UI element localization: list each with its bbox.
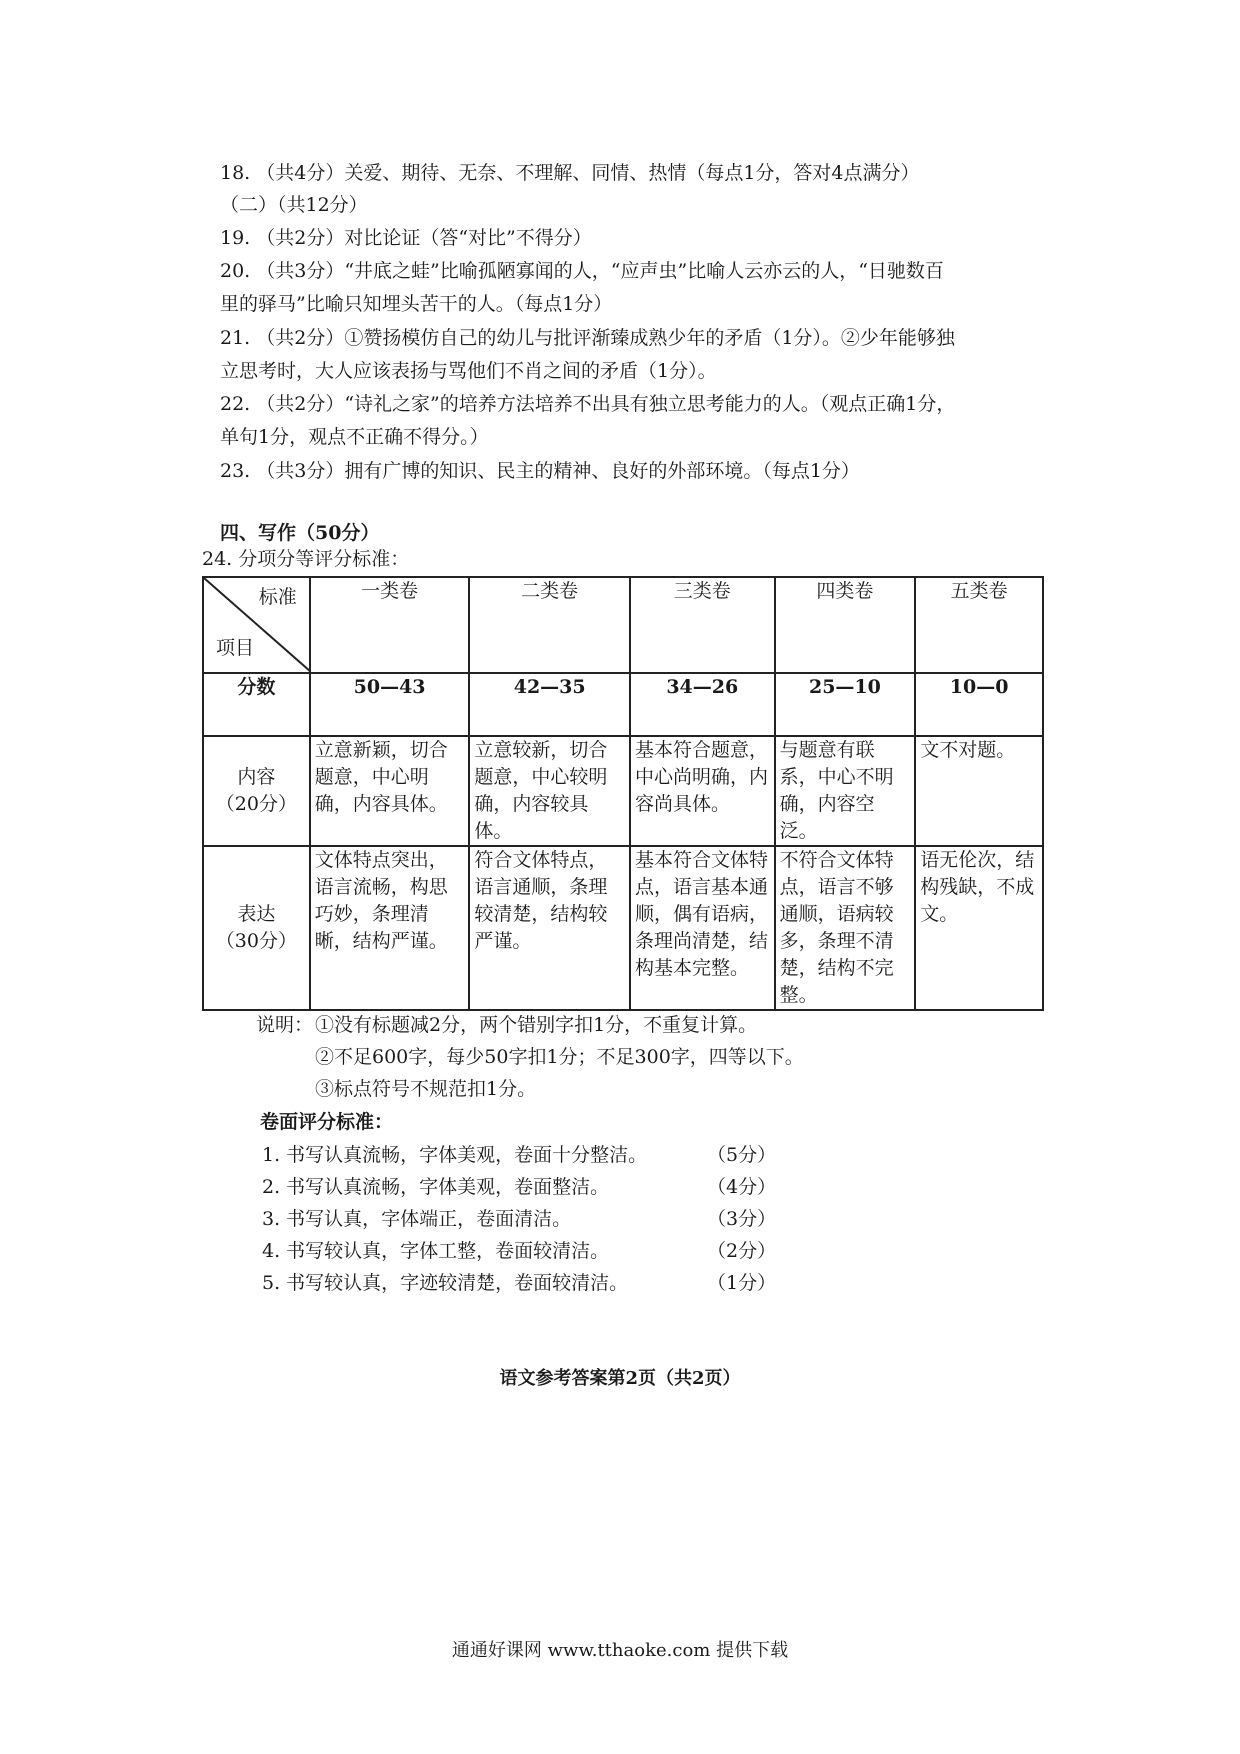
column-header: 一类卷: [310, 577, 470, 673]
score-cell: 25—10: [775, 673, 916, 736]
page-number-footer: 语文参考答案第2页（共2页）: [499, 1368, 741, 1389]
answer-line-21b: 立思考时，大人应该表扬与骂他们不肖之间的矛盾（1分）。: [220, 360, 717, 382]
row-label-expression-title: 表达: [237, 903, 276, 925]
rubric-item: 1. 书写认真流畅，字体美观，卷面十分整洁。: [262, 1144, 648, 1166]
rubric-item: 2. 书写认真流畅，字体美观，卷面整洁。: [262, 1176, 610, 1198]
column-header: 五类卷: [915, 577, 1043, 673]
expression-cell: 不符合文体特点，语言不够通顺，语病较多，条理不清楚，结构不完整。: [775, 846, 916, 1010]
rubric-item: 5. 书写较认真，字迹较清楚，卷面较清洁。: [262, 1272, 629, 1294]
answer-line-20a: 20. （共3分）“井底之蛙”比喻孤陋寡闻的人，“应声虫”比喻人云亦云的人，“日驰数百: [220, 260, 944, 282]
rubric-item: 4. 书写较认真，字体工整，卷面较清洁。: [262, 1240, 610, 1262]
content-cell: 基本符合题意，中心尚明确，内容尚具体。: [630, 736, 775, 846]
rubric-score: （5分）: [707, 1144, 777, 1166]
content-cell: 立意新颖，切合题意，中心明确，内容具体。: [310, 736, 470, 846]
score-cell: 42—35: [469, 673, 630, 736]
expression-cell: 符合文体特点，语言通顺，条理较清楚，结构较严谨。: [469, 846, 630, 1010]
answer-line-20b: 里的驿马”比喻只知埋头苦干的人。（每点1分）: [220, 293, 613, 315]
download-site-footer: 通通好课网 www.tthaoke.com 提供下载: [451, 1640, 789, 1661]
writing-heading: 四、写作（50分）: [220, 522, 380, 544]
note-item: ①没有标题减2分，两个错别字扣1分，不重复计算。: [315, 1014, 758, 1036]
content-row: [203, 736, 1043, 846]
answer-line-19: 19. （共2分）对比论证（答“对比”不得分）: [220, 227, 592, 249]
corner-label-standard: 标准: [258, 586, 297, 608]
grading-table: [202, 576, 1044, 1011]
diagonal-header-cell: [203, 577, 310, 673]
expression-cell: 语无伦次，结构残缺，不成文。: [915, 846, 1043, 1010]
row-label-content-title: 内容: [237, 766, 276, 788]
expression-cell: 基本符合文体特点，语言基本通顺，偶有语病，条理尚清楚，结构基本完整。: [630, 846, 775, 1010]
table-header-row: [203, 577, 1043, 673]
content-cell: 与题意有联系，中心不明确，内容空泛。: [775, 736, 916, 846]
score-row: [203, 673, 1043, 736]
column-header: 三类卷: [630, 577, 775, 673]
content-cell: 立意较新，切合题意，中心较明确，内容较具体。: [469, 736, 630, 846]
content-cell: 文不对题。: [915, 736, 1043, 846]
answer-line-22b: 单句1分，观点不正确不得分。）: [220, 426, 489, 448]
rubric-score: （1分）: [707, 1272, 777, 1294]
rubric-score: （3分）: [707, 1208, 777, 1230]
answer-line-22a: 22. （共2分）“诗礼之家”的培养方法培养不出具有独立思考能力的人。（观点正确1分，: [220, 393, 956, 415]
rubric-score: （2分）: [707, 1240, 777, 1262]
score-cell: 50—43: [310, 673, 470, 736]
grading-intro: 24. 分项分等评分标准：: [202, 548, 410, 570]
answer-line-21a: 21. （共2分）①赞扬模仿自己的幼儿与批评渐臻成熟少年的矛盾（1分）。②少年能够独: [220, 327, 955, 349]
row-label-content: [203, 736, 310, 846]
row-label-expression-points: （30分）: [215, 930, 297, 952]
column-header: 四类卷: [775, 577, 916, 673]
score-cell: 34—26: [630, 673, 775, 736]
section-heading-2: （二）（共12分）: [220, 194, 368, 216]
corner-label-item: 项目: [216, 637, 255, 659]
column-header: 二类卷: [469, 577, 630, 673]
notes-label: 说明：: [256, 1014, 314, 1036]
note-item: ②不足600字，每少50字扣1分；不足300字，四等以下。: [315, 1046, 804, 1068]
row-label-content-points: （20分）: [215, 793, 297, 815]
rubric-score: （4分）: [707, 1176, 777, 1198]
rubric-item: 3. 书写认真，字体端正，卷面清洁。: [262, 1208, 572, 1230]
rubric-title: 卷面评分标准：: [260, 1111, 394, 1133]
expression-row: [203, 846, 1043, 1010]
answer-line-18: 18. （共4分）关爱、期待、无奈、不理解、同情、热情（每点1分，答对4点满分）: [220, 162, 920, 184]
score-cell: 10—0: [915, 673, 1043, 736]
answer-line-23: 23. （共3分）拥有广博的知识、民主的精神、良好的外部环境。（每点1分）: [220, 460, 860, 482]
expression-cell: 文体特点突出，语言流畅，构思巧妙，条理清晰，结构严谨。: [310, 846, 470, 1010]
note-item: ③标点符号不规范扣1分。: [315, 1078, 537, 1100]
row-label-expression: [203, 846, 310, 1010]
row-label-score: 分数: [203, 673, 310, 736]
